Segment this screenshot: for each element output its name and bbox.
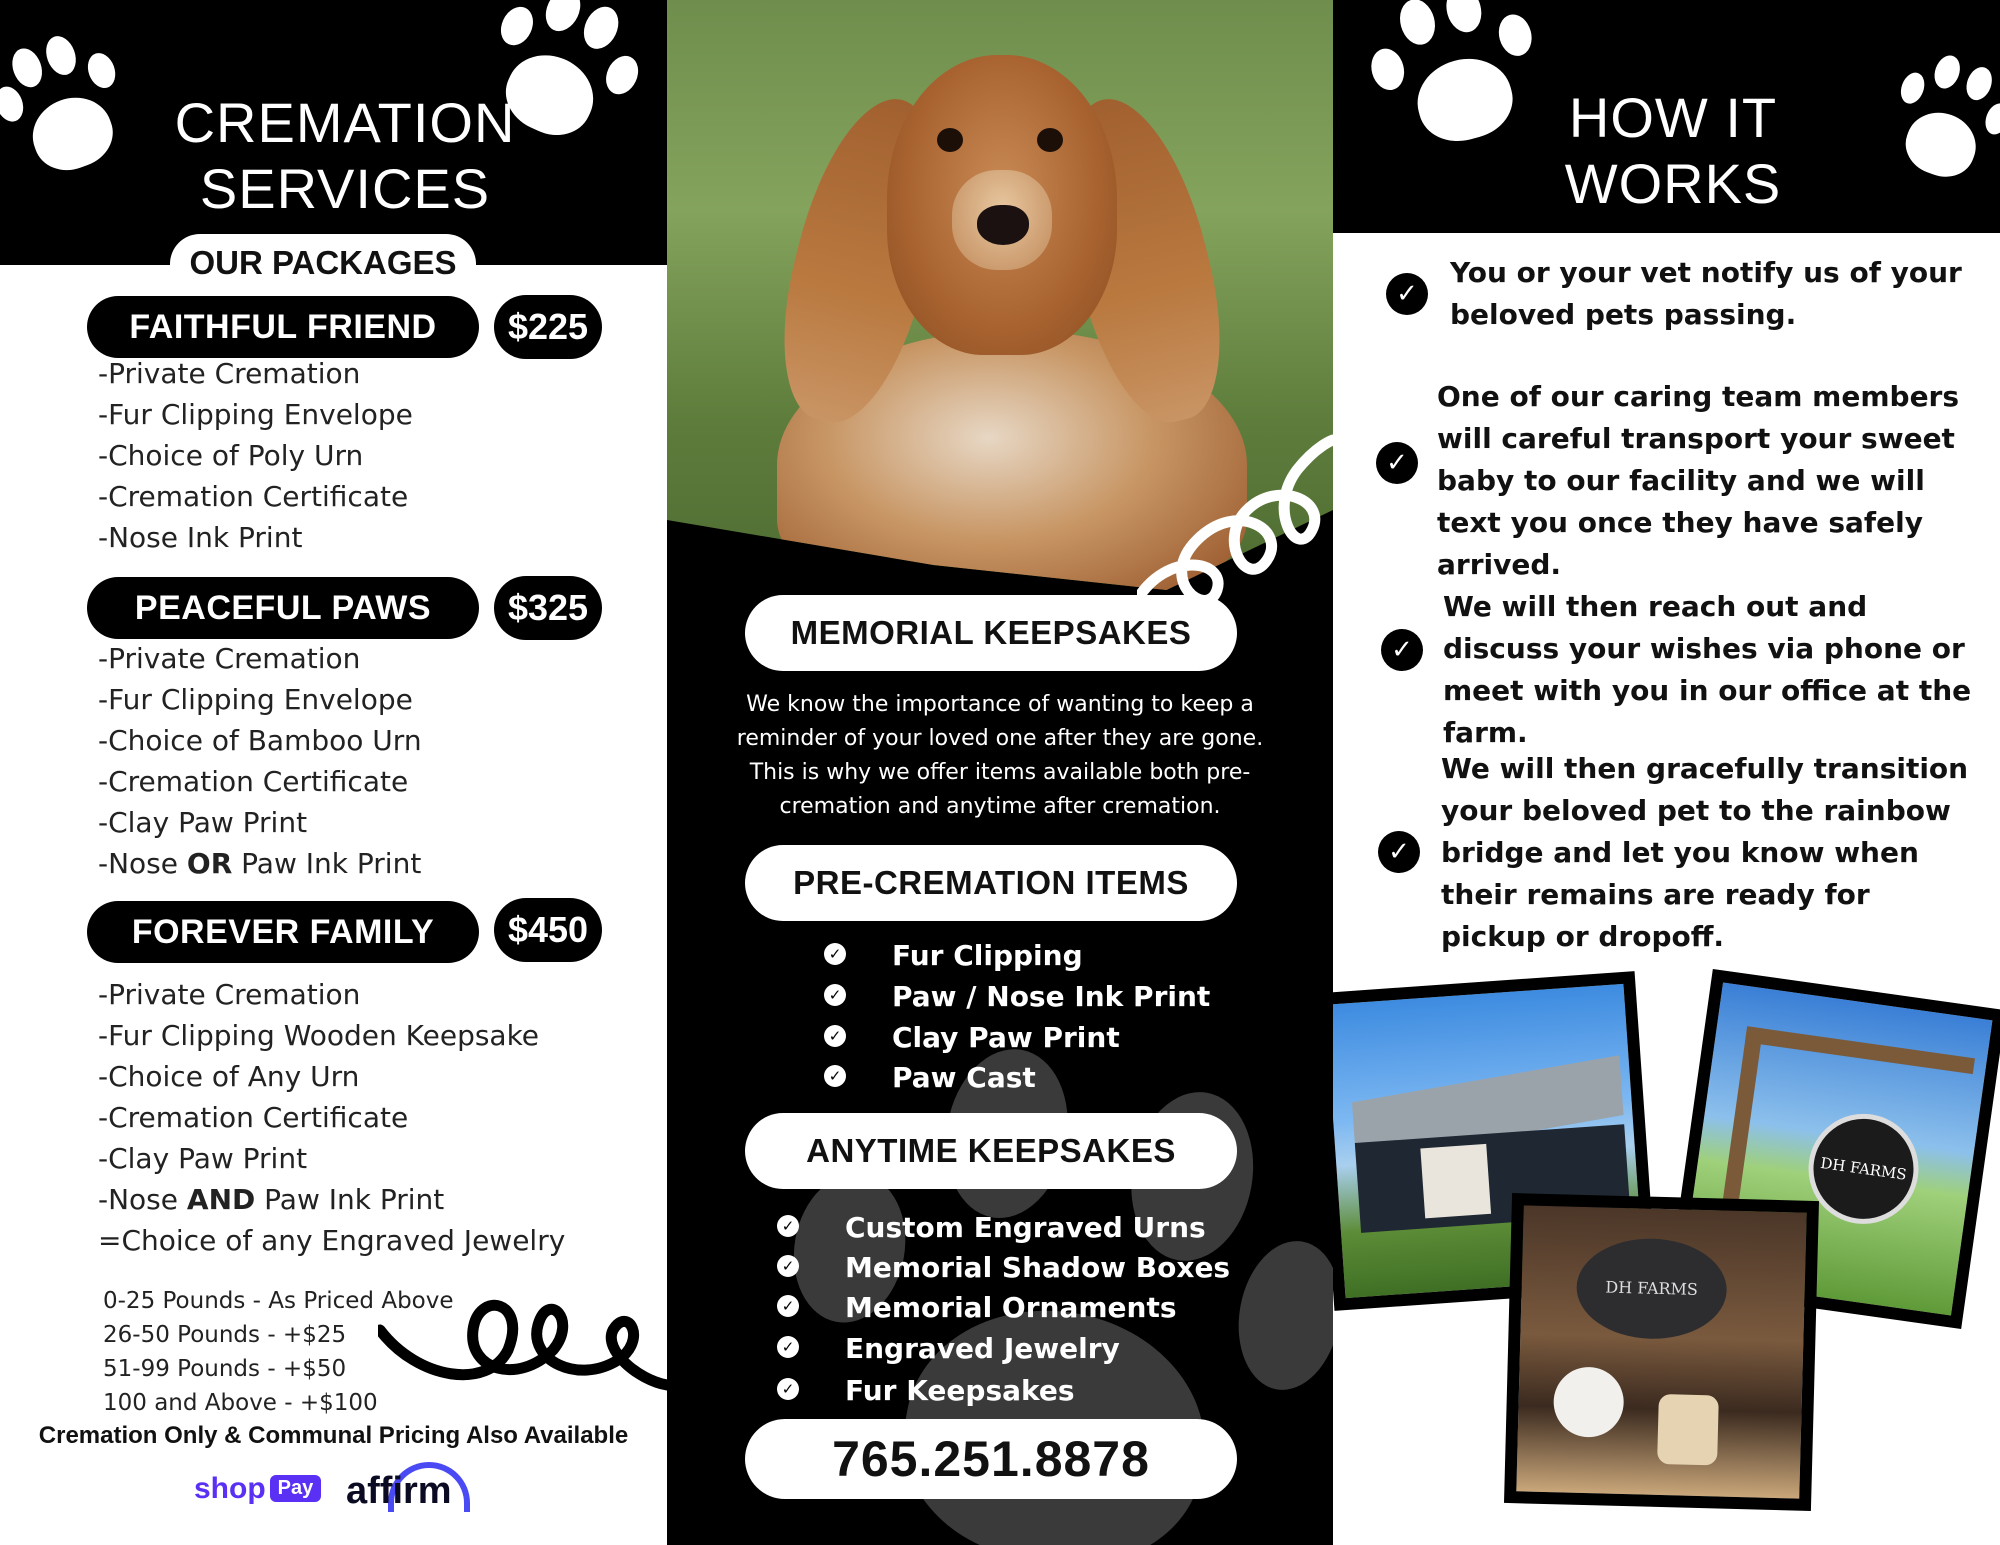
list-item: 26-50 Pounds - +$25 [103,1322,347,1348]
shop-pay-logo: shop Pay [194,1472,321,1506]
list-item: ✓ Memorial Ornaments [795,1288,1230,1328]
package-feature-list [98,974,565,1261]
memorial-keepsakes-panel [667,0,1333,1545]
step-text: We will then reach out and discuss your wishes via phone or meet with you in our office at the farm. [1443,590,1972,749]
squiggle-decoration [378,1290,667,1400]
pre-cremation-heading: PRE-CREMATION ITEMS [745,845,1237,921]
paw-plaque [1553,1366,1625,1438]
memorial-keepsakes-heading: MEMORIAL KEEPSAKES [745,595,1237,671]
list-item: -Private Cremation [98,357,361,390]
how-it-works-panel [1333,0,2000,1545]
check-icon: ✓ [1386,273,1428,315]
list-item: -Private Cremation [98,978,361,1011]
package-price-badge: $450 [494,898,602,962]
pricing-note: Cremation Only & Communal Pricing Also Available [38,1422,629,1449]
page-title: CREMATION SERVICES [174,91,516,220]
list-item: ✓ Engraved Jewelry [795,1328,1230,1370]
check-icon: ✓ [777,1255,799,1277]
list-item: -Nose OR Paw Ink Print [98,847,422,880]
package-name-forever-family: FOREVER FAMILY [87,901,479,963]
step-text: We will then gracefully transition your beloved pet to the rainbow bridge and let you know when their remains are ready for pickup or dropoff. [1441,752,1969,953]
list-item: -Choice of Bamboo Urn [98,724,422,757]
package-name-faithful-friend: FAITHFUL FRIEND [87,296,479,358]
check-icon: ✓ [1376,442,1418,484]
check-icon: ✓ [777,1378,799,1400]
list-item: 51-99 Pounds - +$50 [103,1356,347,1382]
package-feature-list [98,638,422,884]
memorial-description: We know the importance of wanting to keep a reminder of your loved one after they are gone. This is why we offer items available both pre-cremation and anytime after cremation. [736,692,1264,819]
list-item: ✓ Memorial Shadow Boxes [795,1248,1230,1288]
list-item: ✓ Custom Engraved Urns [795,1208,1230,1248]
step-text: One of our caring team members will careful transport your sweet baby to our facility and we will text you once they have safely arrived. [1437,380,1960,581]
check-icon: ✓ [777,1336,799,1358]
paw-print-icon [0,13,147,197]
check-icon: ✓ [1381,629,1423,671]
package-feature-list [98,353,413,558]
list-item: 0-25 Pounds - As Priced Above [103,1288,454,1314]
check-icon: ✓ [824,1065,846,1087]
check-icon: ✓ [777,1295,799,1317]
list-item: ✓ Clay Paw Print [842,1018,1210,1058]
package-name-peaceful-paws: PEACEFUL PAWS [87,577,479,639]
package-price-badge: $325 [494,576,602,640]
right-header-band [1333,0,2000,233]
dog-nose [977,205,1029,245]
list-item: -Choice of Any Urn [98,1060,360,1093]
list-item: -Cremation Certificate [98,480,409,513]
cremation-services-panel [0,0,667,1545]
keepsake-display-photo [1504,1193,1819,1511]
anytime-keepsakes-heading: ANYTIME KEEPSAKES [745,1113,1237,1189]
check-icon: ✓ [824,943,846,965]
list-item: =Choice of any Engraved Jewelry [98,1224,566,1257]
list-item: -Fur Clipping Envelope [98,398,413,431]
list-item: ✓ Fur Keepsakes [795,1370,1230,1412]
page-title: HOW IT WORKS [1564,86,1782,215]
dog-eye [1037,128,1063,152]
list-item: -Fur Clipping Wooden Keepsake [98,1019,540,1052]
list-item: -Cremation Certificate [98,765,409,798]
squiggle-decoration [1137,430,1333,610]
list-item: -Cremation Certificate [98,1101,409,1134]
list-item: 100 and Above - +$100 [103,1390,378,1416]
urn [1657,1394,1719,1466]
list-item: -Private Cremation [98,642,361,675]
paw-print-icon [1874,39,2000,200]
our-packages-label: OUR PACKAGES [170,234,476,292]
list-item: -Clay Paw Print [98,1142,308,1175]
list-item: ✓ Paw / Nose Ink Print [842,976,1210,1018]
step-text: You or your vet notify us of your beloved pets passing. [1450,256,1962,331]
list-item: -Clay Paw Print [98,806,308,839]
check-icon: ✓ [824,984,846,1006]
phone-number[interactable]: 765.251.8878 [745,1419,1237,1499]
sign-beam [1745,1026,1975,1074]
barn-door [1420,1144,1491,1218]
check-icon: ✓ [777,1215,799,1237]
left-header-band [0,0,667,265]
list-item: -Choice of Poly Urn [98,439,364,472]
list-item: -Nose AND Paw Ink Print [98,1183,445,1216]
affirm-logo: affirm [346,1470,452,1512]
package-price-badge: $225 [494,295,602,359]
check-icon: ✓ [824,1025,846,1047]
list-item: ✓ Fur Clipping [842,936,1210,976]
pre-cremation-list [828,936,1211,1098]
list-item: ✓ Paw Cast [842,1058,1210,1098]
farm-sign: DH FARMS [1801,1107,1925,1231]
anytime-keepsakes-list [781,1208,1231,1412]
check-icon: ✓ [1378,831,1420,873]
dog-eye [937,128,963,152]
list-item: -Nose Ink Print [98,521,303,554]
display-sign: DH FARMS [1575,1237,1728,1341]
list-item: -Fur Clipping Envelope [98,683,413,716]
